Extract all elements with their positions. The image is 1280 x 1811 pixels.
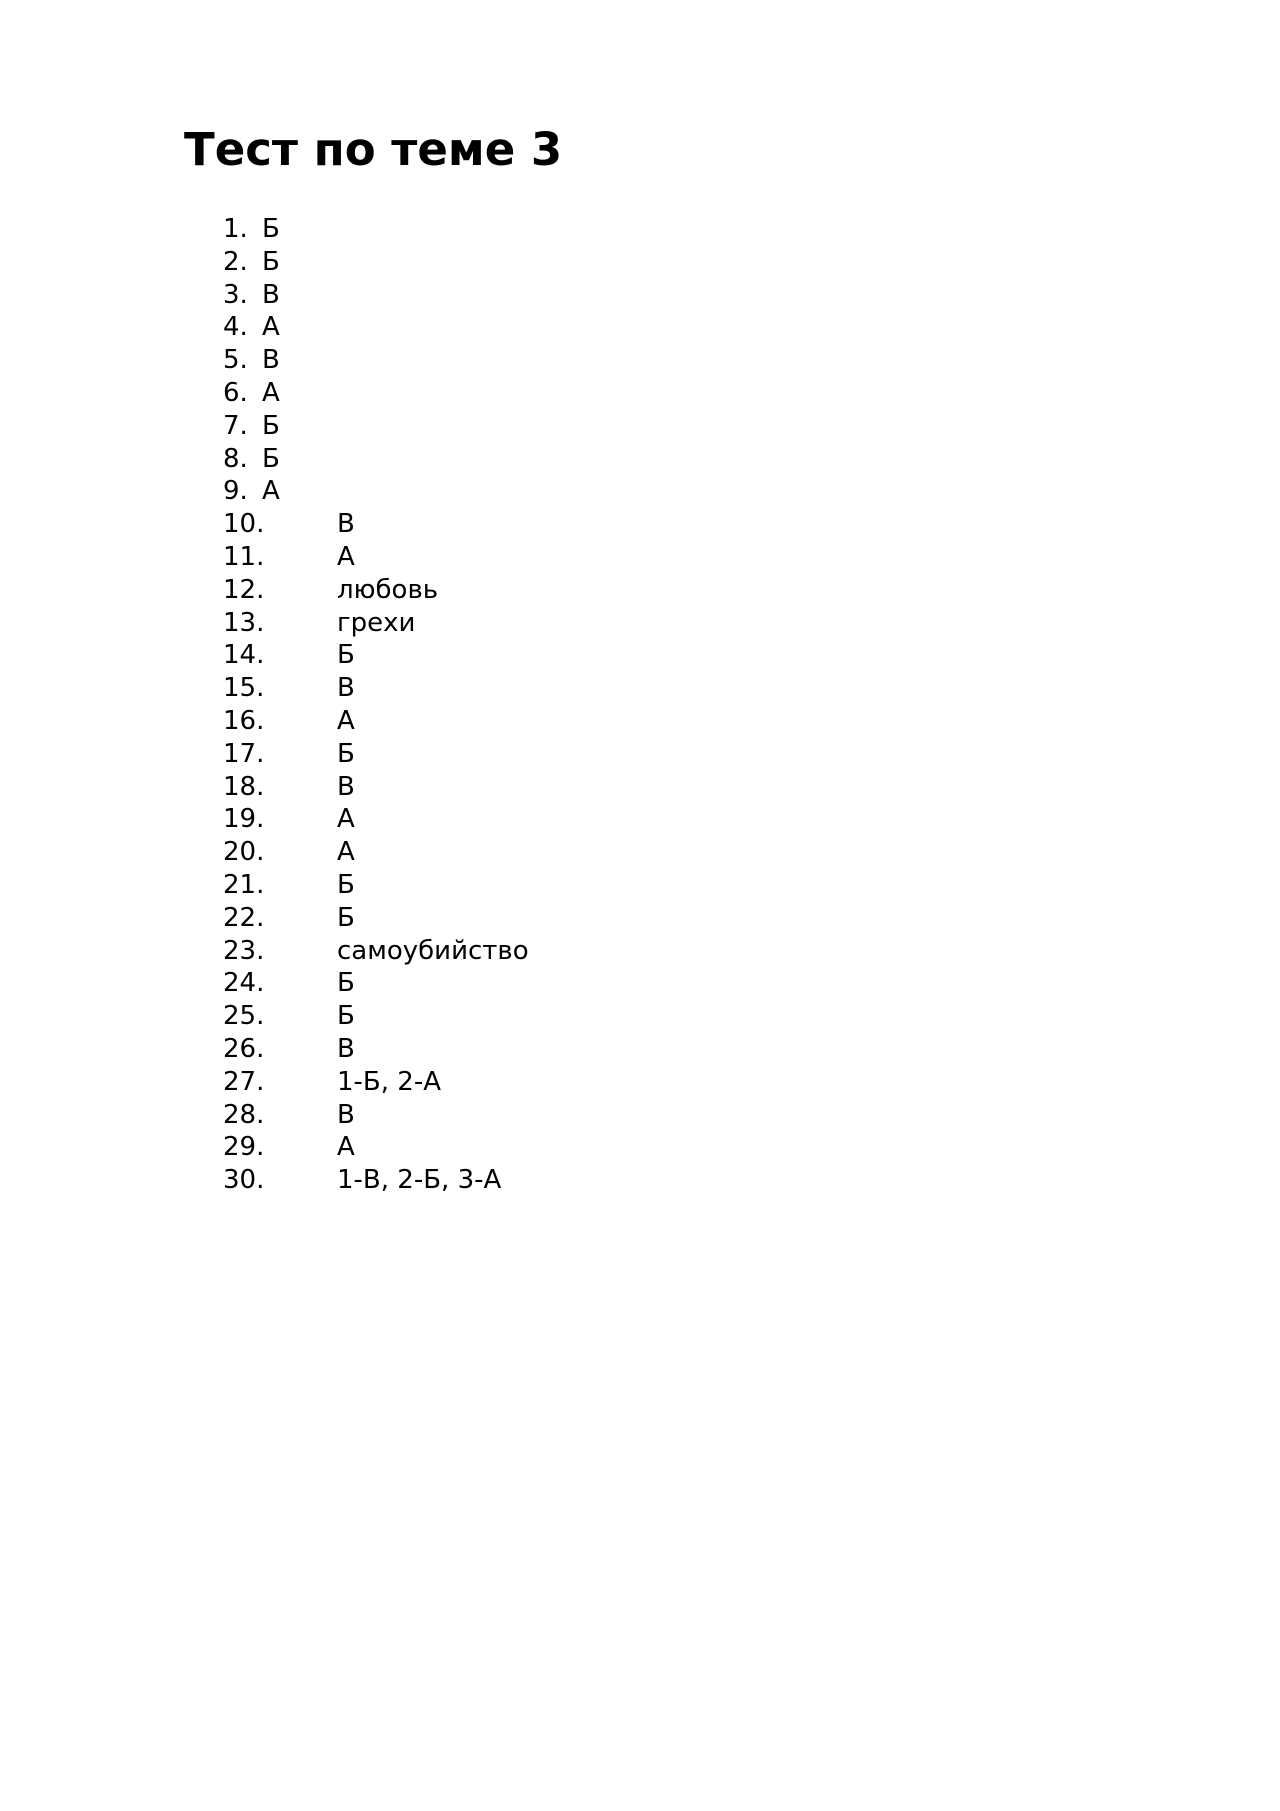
answer-value: Б (337, 869, 355, 900)
answer-value: В (337, 1033, 355, 1064)
answer-number: 7. (223, 410, 248, 441)
answer-number: 1. (223, 214, 248, 244)
answer-number: 22. (223, 902, 265, 933)
answer-value: А (337, 705, 355, 736)
answer-value: Б (337, 640, 355, 671)
answer-value: В (337, 771, 355, 802)
answer-value: В (337, 509, 355, 540)
answer-value: 1-Б, 2-А (337, 1066, 441, 1097)
answer-value: 1-В, 2-Б, 3-А (337, 1165, 502, 1196)
answer-number: 18. (223, 771, 265, 802)
answer-number: 6. (223, 377, 248, 408)
answer-value: А (337, 1132, 355, 1163)
document-title: Тест по теме 3 (184, 123, 563, 176)
answer-value: В (337, 1099, 355, 1130)
answer-value: В (262, 345, 280, 376)
answer-number: 27. (223, 1066, 265, 1097)
answer-value: В (262, 279, 280, 310)
answer-value: А (337, 837, 355, 868)
answer-value: Б (337, 1001, 355, 1032)
answer-value: грехи (337, 607, 416, 638)
answer-number: 28. (223, 1099, 265, 1130)
answer-number: 14. (223, 640, 265, 671)
answer-number: 23. (223, 935, 265, 966)
answer-value: А (262, 476, 280, 507)
answer-number: 4. (223, 312, 248, 343)
answer-number: 3. (223, 279, 248, 310)
answer-number: 9. (223, 476, 248, 507)
answer-number: 2. (223, 246, 248, 277)
answer-number: 16. (223, 705, 265, 736)
answer-value: В (337, 673, 355, 704)
answer-value: А (262, 312, 280, 343)
answer-value: самоубийство (337, 935, 529, 966)
answer-value: Б (262, 246, 280, 277)
answer-value: А (337, 804, 355, 835)
answer-value: А (337, 541, 355, 572)
answer-number: 26. (223, 1033, 265, 1064)
answer-number: 30. (223, 1165, 265, 1196)
answer-value: Б (337, 968, 355, 999)
answer-number: 25. (223, 1001, 265, 1032)
answer-number: 13. (223, 607, 265, 638)
answer-value: Б (337, 738, 355, 769)
answer-number: 5. (223, 345, 248, 376)
answer-number: 15. (223, 673, 265, 704)
answer-number: 12. (223, 574, 265, 605)
answer-number: 8. (223, 443, 248, 474)
answer-number: 29. (223, 1132, 265, 1163)
answer-number: 20. (223, 837, 265, 868)
answer-number: 24. (223, 968, 265, 999)
answer-value: Б (337, 902, 355, 933)
answer-value: любовь (337, 574, 439, 605)
answer-number: 17. (223, 738, 265, 769)
answer-number: 21. (223, 869, 265, 900)
answer-number: 19. (223, 804, 265, 835)
answer-value: Б (262, 443, 280, 474)
answer-number: 11. (223, 541, 265, 572)
answer-number: 10. (223, 509, 265, 540)
answer-value: А (262, 377, 280, 408)
answer-value: Б (262, 214, 280, 244)
answer-value: Б (262, 410, 280, 441)
